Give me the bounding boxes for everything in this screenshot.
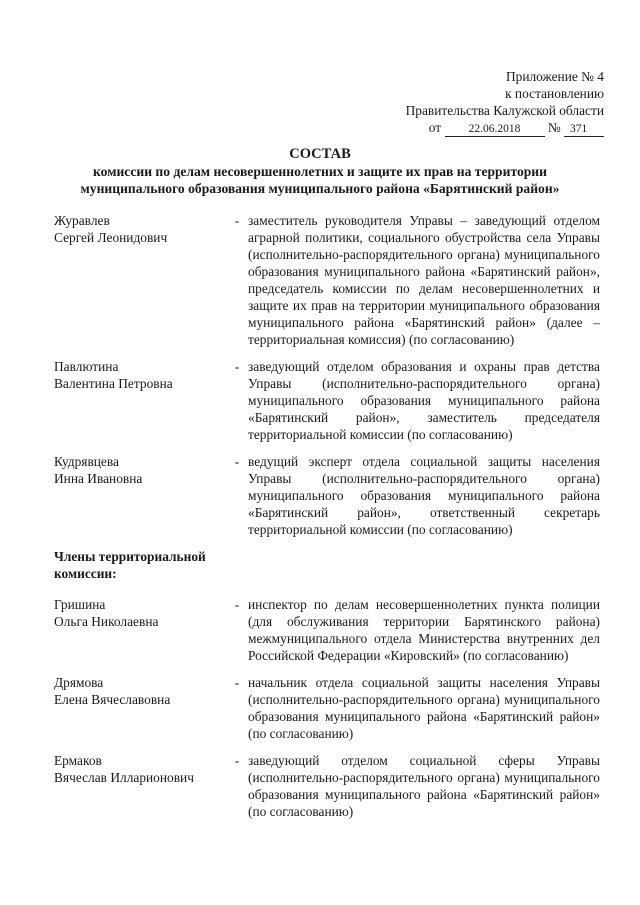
member-role: инспектор по делам несовершеннолетних пункта полиции (для обслуживания территории Барятинского района) межмуниципального отдела Министерства внутренних дел Российской Федерации «Кировский» (по согласованию) [248,597,600,663]
member-name [54,674,226,742]
member-role: заведующий отделом образования и охраны прав детства Управы (исполнительно-распорядительного органа) муниципального образования муниципального района «Барятинский район», заместитель председателя территориальной комиссии (по согласованию) [248,359,600,442]
appendix-header [344,68,604,137]
member-given-names: Елена Вячеславовна [54,692,171,707]
date-prefix: от [428,120,442,135]
member-row [54,358,600,443]
member-role: заместитель руководителя Управы – заведующий отделом аграрной политики, социального обустройства села Управы (исполнительно-распорядительного органа) муниципального образования муниципального района «Барятинский район», председатель комиссии по делам несовершеннолетних и защите их прав на территории муниципального образования муниципального района «Барятинский район» (далее – территориальная комиссия) (по согласованию) [248,213,600,347]
member-surname: Кудрявцева [54,454,119,469]
dash-separator: - [234,454,240,469]
member-name [54,358,226,443]
decree-number: 371 [564,123,604,137]
dash-separator: - [234,597,240,612]
member-given-names: Вячеслав Илларионович [54,770,194,785]
number-prefix: № [547,120,561,135]
member-row [54,453,600,538]
dash-separator: - [234,753,240,768]
member-given-names: Сергей Леонидович [54,230,168,245]
member-surname: Гришина [54,597,106,612]
member-given-names: Ольга Николаевна [54,614,159,629]
dash-separator: - [234,675,240,690]
member-row [54,212,600,348]
member-role: ведущий эксперт отдела социальной защиты населения Управы (исполнительно-распорядительного органа) муниципального образования муниципального района «Барятинский район», ответственный секретарь территориальной комиссии (по согласованию) [248,454,600,537]
member-name [54,453,226,538]
title-main: СОСТАВ [289,146,351,162]
member-given-names: Инна Ивановна [54,471,143,486]
title-line-1: комиссии по делам несовершеннолетних и защите их прав на территории [93,164,547,179]
members-section-heading: Члены территориальной комиссии: [54,549,206,581]
member-surname: Ермаков [54,753,102,768]
member-surname: Дрямова [54,675,104,690]
dash-separator: - [234,213,240,228]
member-row [54,596,600,664]
member-name [54,752,226,820]
member-surname: Павлютина [54,359,119,374]
dash-separator: - [234,359,240,374]
member-row [54,674,600,742]
member-role: заведующий отделом социальной сферы Управы (исполнительно-распорядительного органа) муниципального образования муниципального района «Барятинский район» (по согласованию) [248,753,600,819]
member-row [54,752,600,820]
member-name [54,212,226,348]
appendix-government: Правительства Калужской области [405,103,604,118]
members-list [54,212,600,830]
member-name [54,596,226,664]
appendix-decree-ref: к постановлению [505,86,604,101]
member-given-names: Валентина Петровна [54,376,173,391]
appendix-date-line [429,119,604,137]
title-line-2: муниципального образования муниципального района «Барятинский район» [80,181,560,196]
decree-date: 22.06.2018 [445,123,545,137]
member-surname: Журавлев [54,213,110,228]
document-title [40,146,600,197]
appendix-number: Приложение № 4 [505,69,604,84]
member-role: начальник отдела социальной защиты населения Управы (исполнительно-распорядительного органа) муниципального образования муниципального района «Барятинский район» (по согласованию) [248,675,600,741]
